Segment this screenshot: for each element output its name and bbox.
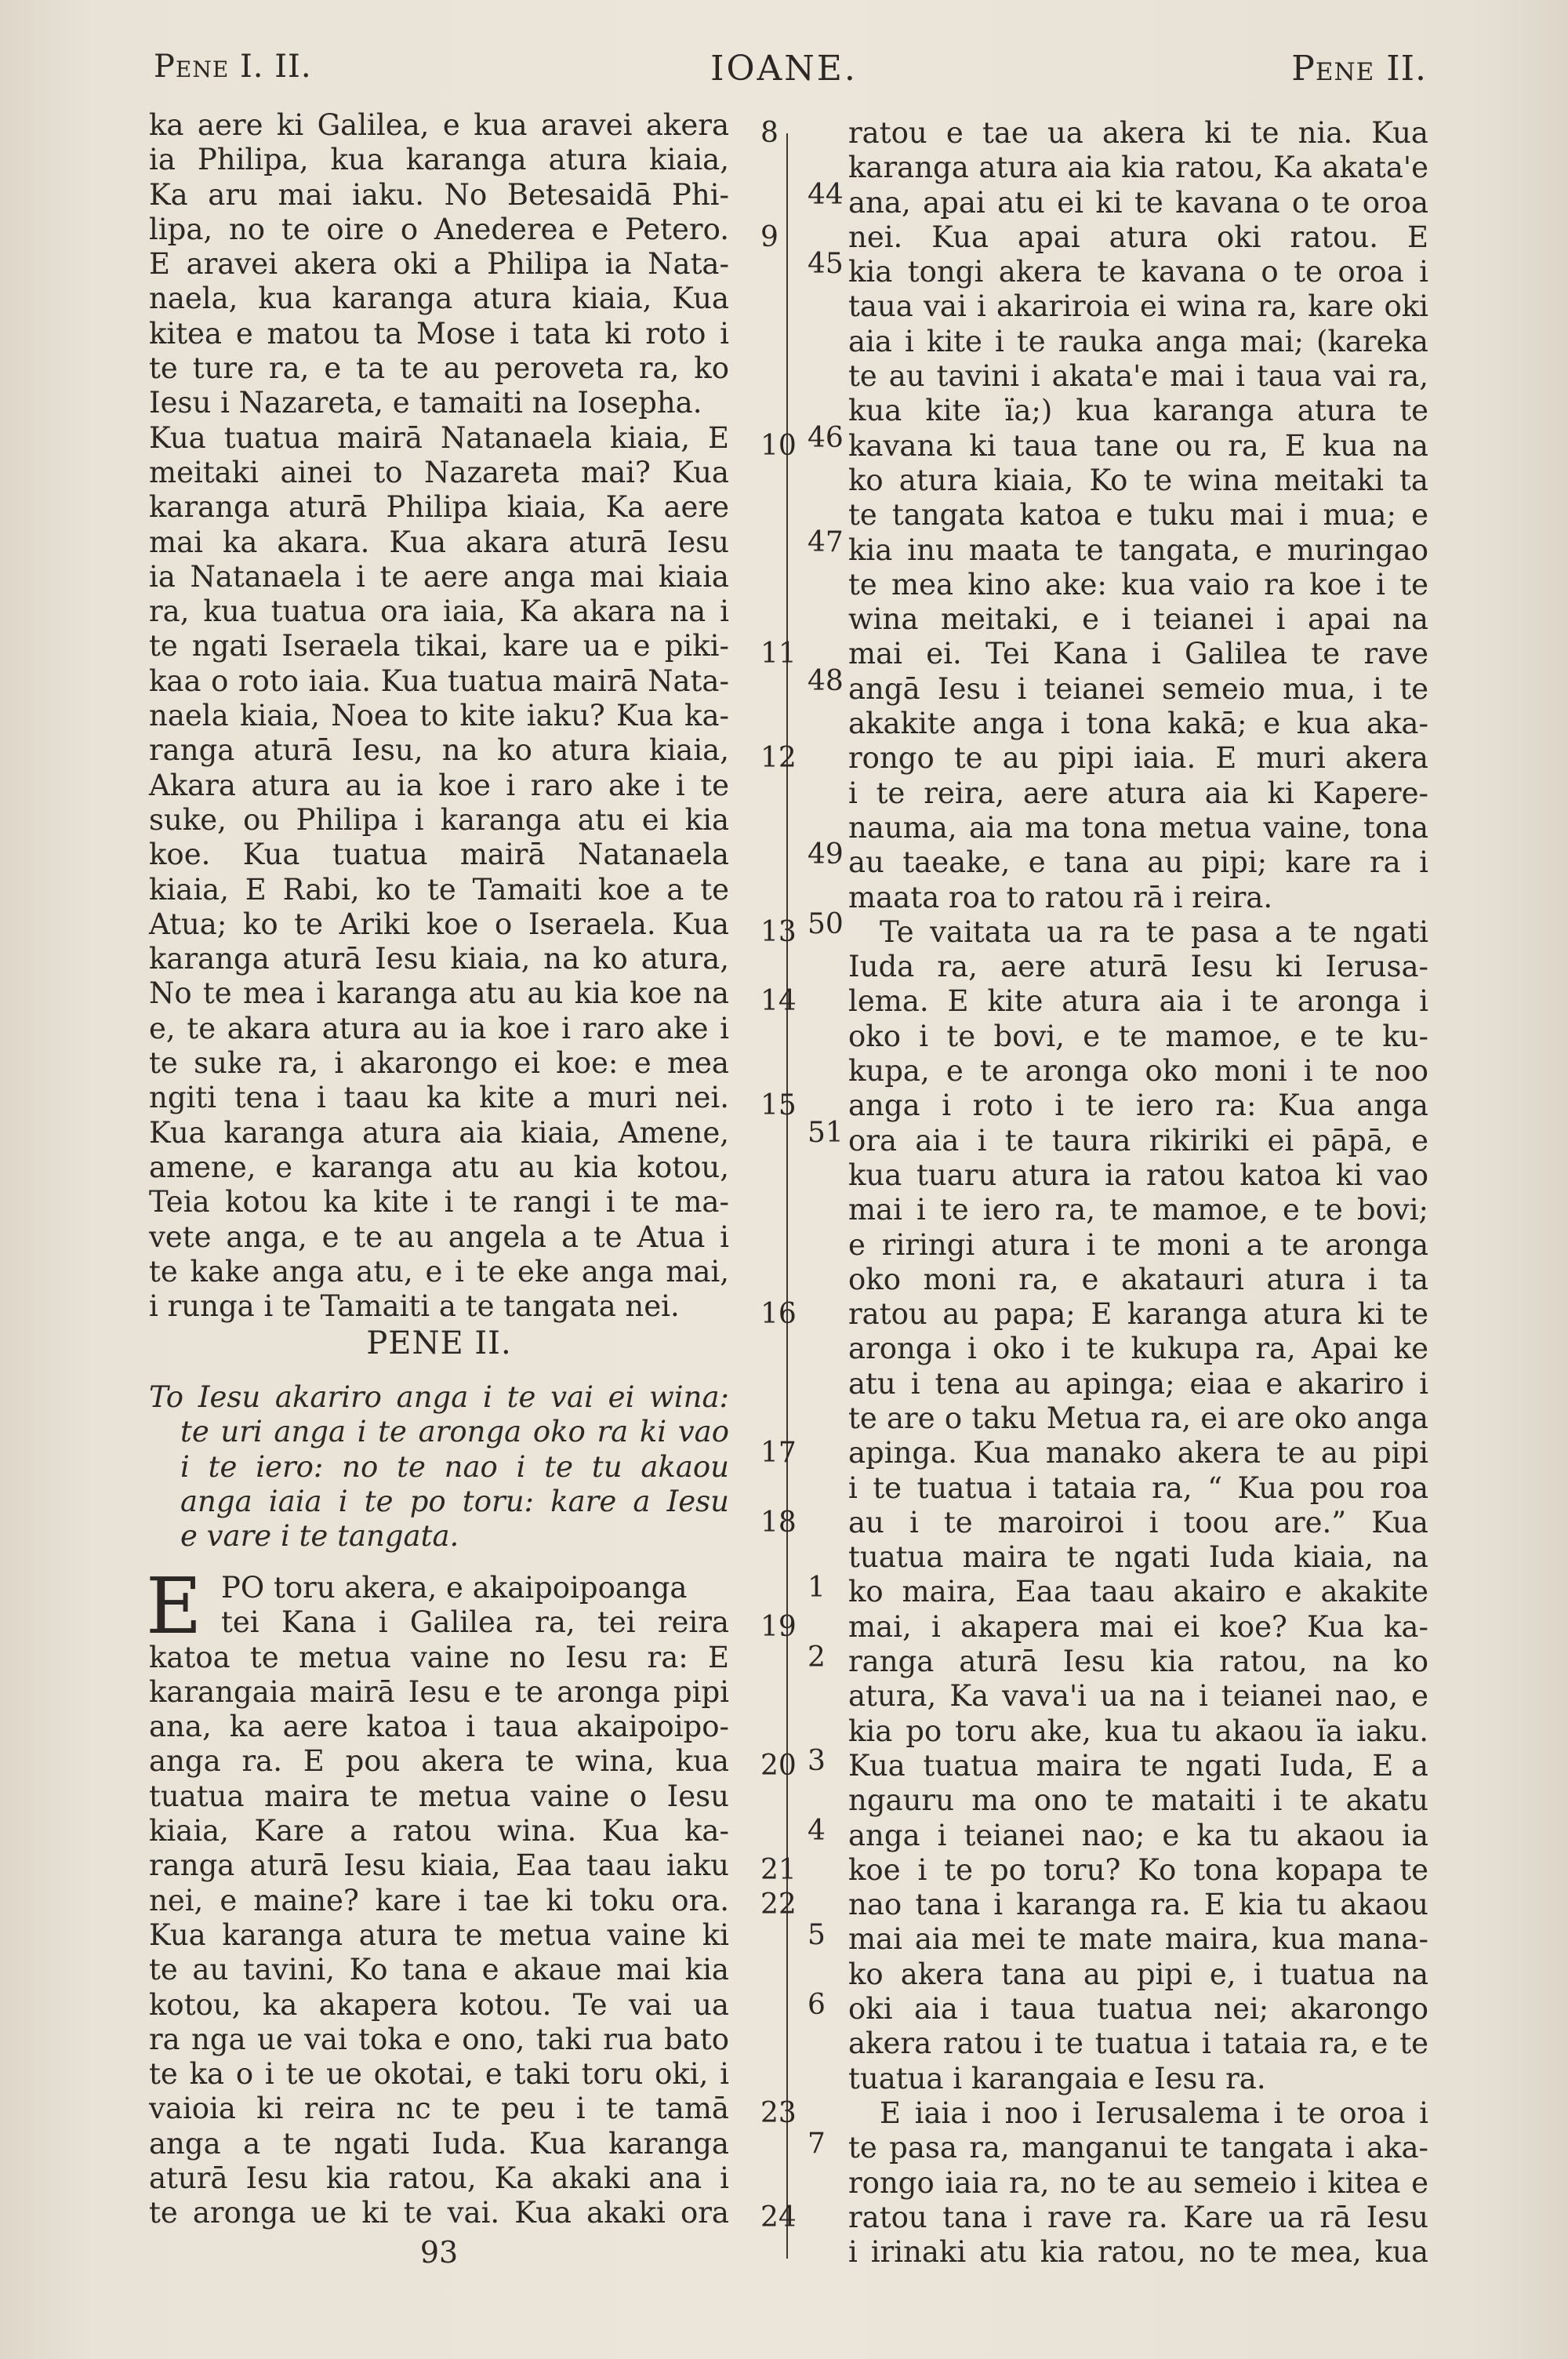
text-line (848, 602, 1428, 637)
line-text: nei, e maine? kare i tae ki toku ora. (149, 1883, 729, 1917)
line-text: wina meitaki, e i teianei i apai na (848, 602, 1428, 637)
line-text: kia po toru ake, kua tu akaou ïa iaku. (848, 1714, 1428, 1748)
line-text: tuatua i karangaia e Iesu ra. (848, 2061, 1266, 2095)
line-text: ranga aturā Iesu kiaia, Eaa taau iaku (149, 1848, 729, 1883)
text-line (149, 525, 844, 560)
text-line (848, 2235, 1428, 2270)
verse-number: 18 (760, 1506, 797, 1539)
line-text: te ture ra, e ta te au peroveta ra, ko (149, 351, 729, 386)
text-line (848, 881, 1428, 915)
line-text: aia i kite i te rauka anga mai; (kareka (848, 324, 1428, 358)
text-line (848, 1575, 1428, 1609)
text-line (848, 1540, 1428, 1575)
line-text: E iaia i noo i Ierusalema i te oroa i (880, 2095, 1428, 2130)
text-line (848, 568, 1428, 602)
text-line (149, 1289, 729, 1324)
verse-number: 45 (808, 248, 844, 281)
text-line (760, 1089, 1428, 1123)
line-text: te aronga ue ki te vai. Kua akaki ora (149, 2196, 729, 2230)
line-text: Iesu i Nazareta, e tamaiti na Iosepha. (149, 386, 702, 420)
text-line (848, 1228, 1428, 1263)
text-line (149, 490, 729, 525)
text-line (149, 1220, 729, 1255)
line-text: meitaki ainei to Nazareta mai? Kua (149, 455, 729, 489)
line-text: i te tuatua i tataia ra, “ Kua pou roa (848, 1470, 1428, 1505)
text-line (848, 1193, 1428, 1227)
verse-number: 16 (760, 1298, 797, 1331)
line-text: ora aia i te taura rikiriki ei pāpā, e (848, 1123, 1428, 1158)
summary-line: i te iero: no te nao i te tu akaou (180, 1449, 729, 1484)
verse-number: 17 (760, 1437, 797, 1470)
line-text: akera ratou i te tuatua i tataia ra, e te (848, 2026, 1428, 2061)
summary-line: anga iaia i te po toru: kare a Iesu (180, 1484, 729, 1518)
text-line (848, 255, 1428, 289)
text-line (149, 1779, 729, 1814)
text-line (149, 177, 844, 213)
page-number: 93 (419, 2235, 459, 2270)
text-line (149, 2126, 826, 2161)
line-text: ana, apai atu ei ki te kavana o te oroa (848, 185, 1428, 220)
text-line (760, 1297, 1428, 1332)
text-line (149, 629, 729, 663)
text-line (149, 1150, 729, 1185)
line-text: vaioia ki reira nc te peu i te tamā (149, 2092, 729, 2126)
text-line (149, 1884, 729, 1918)
line-text: angā Iesu i teianei semeio mua, i te (848, 671, 1428, 706)
line-text: aturā Iesu kia ratou, Ka akaki ana i (149, 2161, 729, 2196)
text-line (149, 2161, 729, 2196)
text-line (149, 803, 729, 838)
text-line (760, 637, 1428, 671)
line-text: anga i teianei nao; e ka tu akaou ia (848, 1818, 1428, 1852)
text-line (149, 942, 729, 976)
text-line (149, 2092, 729, 2126)
text-line (149, 1571, 826, 1605)
text-line (848, 672, 1428, 707)
verse-number: 46 (808, 421, 844, 454)
running-header-left: Pene I. II. (154, 49, 312, 85)
verse-number: 6 (808, 1988, 826, 2021)
line-text: akakite anga i tona kakā; e kua aka- (848, 707, 1428, 741)
text-line (760, 220, 1428, 255)
verse-number: 3 (808, 1745, 826, 1778)
line-text: ranga aturā Iesu kia ratou, na ko (848, 1645, 1428, 1679)
line-text: anga ra. E pou akera te wina, kua (149, 1744, 729, 1779)
text-line (848, 1020, 1428, 1054)
verse-number: 21 (760, 1853, 797, 1886)
line-text: kiaia, E Rabi, ko te Tamaiti koe a te (149, 872, 729, 907)
line-text: anga i roto i te iero ra: Kua anga (848, 1089, 1428, 1123)
text-line (149, 976, 729, 1011)
text-line (149, 873, 729, 907)
text-line (848, 463, 1428, 498)
line-text: Kua karanga atura te metua vaine ki (149, 1917, 729, 1952)
text-line (149, 108, 729, 143)
line-text: ratou tana i rave ra. Kare ua rā Iesu (848, 2200, 1428, 2234)
text-line (760, 1888, 1428, 1922)
text-line (848, 359, 1428, 394)
verse-number: 49 (808, 838, 844, 871)
line-text: oki aia i taua tuatua nei; akarongo (848, 1992, 1428, 2026)
text-line (760, 116, 1428, 151)
text-line (149, 838, 844, 872)
line-text: naela, kua karanga atura kiaia, Kua (149, 282, 729, 316)
text-line (149, 663, 844, 699)
text-line (848, 186, 1428, 220)
verse-number: 1 (808, 1572, 826, 1604)
line-text: ko akera tana au pipi e, i tuatua na (848, 1957, 1428, 1991)
line-text: te au tavini i akata'e mai i taua vai ra, (848, 359, 1428, 394)
line-text: karangaia mairā Iesu e te aronga pipi (149, 1674, 729, 1709)
text-line (760, 2095, 1428, 2131)
verse-number: 7 (808, 2127, 826, 2160)
verse-number: 24 (760, 2201, 797, 2234)
text-line (848, 1714, 1428, 1749)
line-text: tei Kana i Galilea ra, tei reira (221, 1605, 729, 1640)
text-line (848, 151, 1428, 185)
text-line (848, 2026, 1428, 2061)
text-line (848, 1124, 1428, 1158)
text-line (149, 1987, 826, 2023)
text-line (149, 1255, 729, 1289)
line-text: ranga aturā Iesu, na ko atura kiaia, (149, 733, 729, 768)
line-text: au taeake, e tana au pipi; kare ra i (848, 845, 1428, 880)
line-text: te kake anga atu, e i te eke anga mai, (149, 1254, 729, 1289)
line-text: e, te akara atura au ia koe i raro ake i (149, 1011, 729, 1045)
line-text: karanga aturā Iesu kiaia, na ko atura, (149, 942, 729, 976)
verse-number: 13 (760, 915, 797, 948)
verse-number: 9 (760, 220, 779, 253)
line-text: ko atura kiaia, Ko te wina meitaki ta (848, 463, 1428, 497)
text-line (848, 289, 1428, 324)
line-text: kavana ki taua tane ou ra, E kua na (848, 428, 1428, 463)
text-line (760, 1748, 1428, 1783)
text-line (149, 699, 729, 733)
text-line (848, 498, 1428, 533)
line-text: te pasa ra, manganui te tangata i aka- (848, 2131, 1428, 2165)
text-line (149, 1640, 826, 1675)
text-line (149, 1917, 826, 1953)
text-line (848, 1054, 1428, 1089)
line-text: Kua tuatua mairā Natanaela kiaia, E (149, 420, 729, 455)
text-line (149, 247, 844, 282)
text-line (760, 1852, 1428, 1888)
verse-number: 51 (808, 1116, 844, 1149)
line-text: lema. E kite atura aia i te aronga i (848, 984, 1428, 1019)
verse-number: 47 (808, 525, 844, 558)
verse-number: 50 (808, 907, 844, 940)
text-line (149, 2196, 729, 2230)
line-text: te ngati Iseraela tikai, kare ua e piki- (149, 629, 729, 663)
text-line (149, 1675, 729, 1710)
line-text: ratou au papa; E karanga atura ki te (848, 1297, 1428, 1332)
line-text: te tangata katoa e tuku mai i mua; e (848, 498, 1428, 533)
line-text: Atua; ko te Ariki koe o Iseraela. Kua (149, 907, 729, 941)
text-line (848, 1332, 1428, 1366)
text-line (848, 325, 1428, 359)
line-text: te are o taku Metua ra, ei are oko anga (848, 1401, 1428, 1435)
line-text: ia Natanaela i te aere anga mai kiaia (149, 559, 729, 594)
text-line (848, 1401, 1428, 1436)
line-text: ratou e tae ua akera ki te nia. Kua (848, 116, 1428, 150)
text-line (848, 707, 1428, 741)
line-text: mai ka akara. Kua akara aturā Iesu (149, 525, 729, 559)
line-text: PO toru akera, e akaipoipoanga (221, 1571, 688, 1605)
text-line (848, 2062, 1428, 2096)
text-line (848, 1783, 1428, 1818)
text-line (848, 394, 1428, 428)
line-text: Teia kotou ka kite i te rangi i te ma- (149, 1185, 729, 1219)
summary-line: te uri anga i te aronga oko ra ki vao (180, 1415, 729, 1449)
line-text: kua kite ïa;) kua karanga atura te (848, 394, 1428, 428)
line-text: kua tuaru atura ia ratou katoa ki vao (848, 1158, 1428, 1192)
text-line (149, 1081, 729, 1115)
summary-line: e vare i te tangata. (180, 1519, 459, 1554)
text-line (149, 594, 729, 629)
line-text: Ka aru mai iaku. No Betesaidā Phi- (149, 177, 729, 212)
text-line (149, 733, 729, 768)
line-text: i runga i te Tamaiti a te tangata nei. (149, 1289, 680, 1324)
line-text: ana, ka aere katoa i taua akaipoipo- (149, 1710, 729, 1744)
verse-number: 44 (808, 178, 844, 211)
text-line (149, 351, 729, 386)
text-line (149, 560, 729, 594)
text-line (760, 984, 1428, 1019)
line-text: apinga. Kua manako akera te au pipi (848, 1436, 1428, 1470)
line-text: kaa o roto iaia. Kua tuatua mairā Nata- (149, 663, 729, 698)
text-line (760, 1505, 1428, 1540)
line-text: oko i te bovi, e te mamoe, e te ku- (848, 1019, 1428, 1053)
line-text: katoa te metua vaine no Iesu ra: E (149, 1640, 729, 1674)
text-line (149, 1953, 729, 1987)
line-text: Kua tuatua maira te ngati Iuda, E a (848, 1748, 1428, 1783)
line-text: i irinaki atu kia ratou, no te mea, kua (848, 2235, 1428, 2270)
chapter-summary (149, 1380, 729, 1554)
text-line (149, 1814, 826, 1848)
line-text: vete anga, e te au angela a te Atua i (149, 1219, 729, 1254)
line-text: oko moni ra, e akatauri atura i ta (848, 1262, 1428, 1296)
line-text: maata roa to ratou rā i reira. (848, 880, 1273, 914)
line-text: Kua karanga atura aia kiaia, Amene, (149, 1115, 729, 1150)
line-text: tuatua maira te metua vaine o Iesu (149, 1779, 729, 1813)
text-line (848, 1471, 1428, 1506)
line-text: ra nga ue vai toka e ono, taki rua bato (149, 2022, 729, 2056)
line-text: aronga i oko i te kukupa ra, Apai ke (848, 1332, 1428, 1366)
chapter-heading: PENE II. (366, 1325, 512, 1361)
text-line (149, 456, 729, 490)
line-text: ka aere ki Galilea, e kua aravei akera (149, 108, 729, 142)
line-text: naela kiaia, Noea to kite iaku? Kua ka- (149, 699, 729, 733)
line-text: kia tongi akera te kavana o te oroa i (848, 255, 1428, 289)
line-text: karanga atura aia kia ratou, Ka akata'e (848, 151, 1428, 185)
verse-number: 5 (808, 1918, 826, 1951)
line-text: kupa, e te aronga oko moni i te noo (848, 1054, 1428, 1089)
line-text: Te vaitata ua ra te pasa a te ngati (880, 914, 1428, 949)
text-line (149, 1012, 729, 1046)
line-text: nei. Kua apai atura oki ratou. E (848, 220, 1428, 254)
line-text: tuatua maira te ngati Iuda kiaia, na (848, 1540, 1428, 1575)
text-line (848, 1819, 1428, 1853)
verse-number: 23 (760, 2096, 797, 2129)
text-line (760, 741, 1428, 776)
verse-number: 12 (760, 742, 797, 775)
text-line (149, 1185, 729, 1219)
verse-number: 48 (808, 664, 844, 697)
line-text: mai ei. Tei Kana i Galilea te rave (848, 637, 1428, 671)
line-text: te suke ra, i akarongo ei koe: e mea (149, 1046, 729, 1081)
running-header-right: Pene II. (1291, 49, 1427, 89)
text-line (848, 1992, 1428, 2026)
text-line (848, 1158, 1428, 1193)
text-line (149, 282, 729, 316)
line-text: ngauru ma ono te mataiti i te akatu (848, 1783, 1428, 1818)
text-line (848, 1957, 1428, 1992)
text-line (149, 386, 729, 420)
line-text: i te reira, aere atura aia ki Kapere- (848, 776, 1428, 810)
line-text: taua vai i akariroia ei wina ra, kare oki (848, 289, 1428, 324)
text-line (848, 1645, 1428, 1679)
drop-cap: E (146, 1562, 202, 1652)
text-line (149, 317, 729, 351)
text-line (848, 2166, 1428, 2201)
line-text: te au tavini, Ko tana e akaue mai kia (149, 1953, 729, 1987)
text-line (848, 2131, 1428, 2165)
text-line (149, 1605, 729, 1640)
text-line (149, 2023, 729, 2057)
text-line (848, 1263, 1428, 1297)
text-line (149, 769, 729, 803)
line-text: nao tana i karanga ra. E kia tu akaou (848, 1888, 1428, 1922)
verse-number: 2 (808, 1641, 826, 1674)
text-line (149, 1710, 729, 1744)
line-text: suke, ou Philipa i karanga atu ei kia (149, 802, 729, 837)
line-text: mai aia mei te mate maira, kua mana- (848, 1922, 1428, 1957)
line-text: te mea kino ake: kua vaio ra koe i te (848, 567, 1428, 602)
line-text: ko maira, Eaa taau akairo e akakite (848, 1575, 1428, 1609)
verse-number: 15 (760, 1089, 797, 1122)
line-text: nauma, aia ma tona metua vaine, tona (848, 810, 1428, 845)
line-text: rongo iaia ra, no te au semeio i kitea e (848, 2165, 1428, 2200)
line-text: anga a te ngati Iuda. Kua karanga (149, 2126, 729, 2161)
line-text: kiaia, Kare a ratou wina. Kua ka- (149, 1814, 729, 1848)
line-text: koe. Kua tuatua mairā Natanaela (149, 838, 729, 872)
text-line (149, 213, 729, 247)
running-header-title: IOANE. (710, 49, 858, 89)
line-text: Akara atura au ia koe i raro ake i te (149, 768, 729, 802)
line-text: amene, e karanga atu au kia kotou, (149, 1150, 729, 1184)
text-line (848, 811, 1428, 845)
text-line (149, 1046, 729, 1081)
line-text: ia Philipa, kua karanga atura kiaia, (149, 143, 729, 177)
verse-number: 4 (808, 1815, 826, 1848)
line-text: mai, i akapera mai ei koe? Kua ka- (848, 1609, 1428, 1644)
verse-number: 20 (760, 1749, 797, 1782)
line-text: mai i te iero ra, te mamoe, e te bovi; (848, 1193, 1428, 1227)
text-line (760, 2200, 1428, 2235)
line-text: rongo te au pipi iaia. E muri akera (848, 741, 1428, 776)
verse-number: 8 (760, 117, 779, 149)
line-text: lipa, no te oire o Anederea e Petero. (149, 212, 729, 246)
text-line (848, 533, 1428, 568)
line-text: kia inu maata te tangata, e muringao (848, 533, 1428, 567)
text-line (149, 2057, 729, 2092)
summary-line: To Iesu akariro anga i te vai ei wina: (149, 1380, 729, 1414)
line-text: au i te maroiroi i toou are.” Kua (848, 1505, 1428, 1539)
text-line (848, 776, 1428, 811)
text-line (149, 1848, 729, 1883)
text-line (149, 143, 729, 177)
line-text: e riringi atura i te moni a te aronga (848, 1227, 1428, 1262)
text-line (848, 845, 1428, 880)
text-line (760, 1609, 1428, 1645)
line-text: te ka o i te ue okotai, e taki toru oki, i (149, 2057, 729, 2092)
text-line (760, 1436, 1428, 1470)
text-line (848, 950, 1428, 984)
verse-number: 19 (760, 1610, 797, 1643)
line-text: kotou, ka akapera kotou. Te vai ua (149, 1987, 729, 2022)
verse-number: 14 (760, 985, 797, 1018)
text-line (848, 1367, 1428, 1401)
line-text: karanga aturā Philipa kiaia, Ka aere (149, 490, 729, 525)
line-text: atu i tena au apinga; eiaa e akariro i (848, 1366, 1428, 1401)
line-text: No te mea i karanga atu au kia koe na (149, 976, 729, 1011)
line-text: E aravei akera oki a Philipa ia Nata- (149, 247, 729, 282)
line-text: atura, Ka vava'i ua na i teianei nao, e (848, 1679, 1428, 1714)
text-line (149, 1115, 844, 1150)
verse-number: 22 (760, 1888, 797, 1921)
line-text: Iuda ra, aere aturā Iesu ki Ierusa- (848, 950, 1428, 984)
text-line (848, 1922, 1428, 1957)
verse-number: 11 (760, 638, 797, 671)
line-text: ngiti tena i taau ka kite a muri nei. (149, 1081, 729, 1115)
text-line (848, 1679, 1428, 1714)
line-text: kitea e matou ta Mose i tata ki roto i (149, 316, 729, 351)
verse-number: 10 (760, 429, 797, 462)
line-text: koe i te po toru? Ko tona kopapa te (848, 1852, 1428, 1887)
line-text: ra, kua tuatua ora iaia, Ka akara na i (149, 594, 729, 629)
